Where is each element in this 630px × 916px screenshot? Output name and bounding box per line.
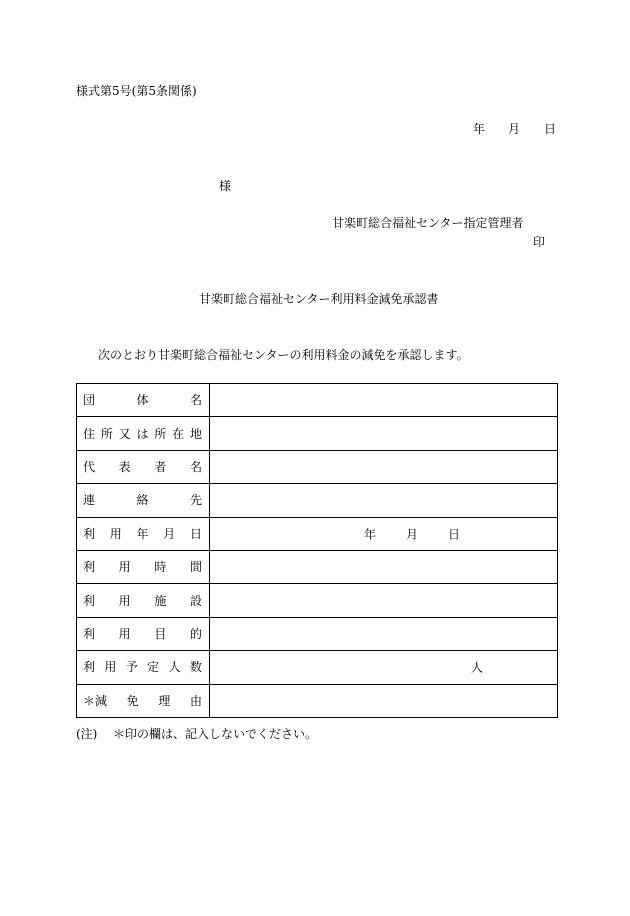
label-char: 時 (154, 560, 167, 575)
label-char: は (136, 426, 149, 441)
row-value-field[interactable] (210, 550, 558, 583)
label-char: ＊減 (83, 693, 108, 708)
row-label-text (83, 560, 202, 574)
label-char: 人 (168, 660, 181, 675)
row-label-text (83, 694, 202, 708)
seal-mark: 印 (533, 235, 546, 249)
label-char: 利 (83, 626, 96, 641)
label-char: 施 (154, 593, 167, 608)
row-value (210, 551, 557, 583)
label-char: 連 (83, 493, 96, 508)
row-label (77, 517, 210, 550)
label-char: 用 (104, 660, 117, 675)
label-char: 間 (189, 560, 202, 575)
label-char: 在 (172, 426, 185, 441)
row-value-field[interactable] (210, 384, 558, 417)
people-unit: 人 (471, 660, 484, 675)
row-value (210, 651, 557, 683)
row-value-field[interactable] (210, 684, 558, 717)
row-value (210, 417, 557, 449)
row-label-text (83, 660, 202, 674)
usage-date-month: 月 (406, 527, 419, 542)
row-label (77, 550, 210, 583)
row-label (77, 617, 210, 650)
table-row (77, 617, 558, 650)
row-value (210, 618, 557, 650)
label-char: 用 (109, 526, 122, 541)
label-char: 表 (118, 459, 131, 474)
addressee-suffix: 様 (219, 179, 232, 193)
label-char: 設 (189, 593, 202, 608)
table-row (77, 517, 558, 550)
row-label (77, 484, 210, 517)
row-label-text (83, 460, 202, 474)
table-row (77, 584, 558, 617)
label-char: 住 (83, 426, 96, 441)
label-char: 名 (189, 393, 202, 408)
label-char: 日 (189, 526, 202, 541)
usage-date-year: 年 (364, 527, 377, 542)
label-char: 利 (83, 560, 96, 575)
label-char: 月 (163, 526, 176, 541)
row-label-text (83, 493, 202, 507)
row-value-field[interactable] (210, 617, 558, 650)
label-char: 先 (189, 493, 202, 508)
row-value-field[interactable] (210, 417, 558, 450)
row-value-field[interactable] (210, 450, 558, 483)
document-title: 甘楽町総合福祉センター利用料金減免承認書 (199, 292, 439, 306)
row-label (77, 450, 210, 483)
form-table (76, 383, 558, 718)
label-char: 年 (136, 526, 149, 541)
label-char: 利 (83, 660, 96, 675)
label-char: 免 (126, 693, 139, 708)
row-value-field[interactable] (210, 484, 558, 517)
table-row (77, 484, 558, 517)
row-label (77, 384, 210, 417)
row-value (210, 484, 557, 516)
label-char: 者 (154, 459, 167, 474)
label-char: 地 (189, 426, 202, 441)
row-label (77, 651, 210, 684)
label-char: 名 (189, 459, 202, 474)
usage-date-day: 日 (448, 527, 461, 542)
label-char: 所 (100, 426, 113, 441)
row-value-field[interactable] (210, 517, 558, 550)
row-label (77, 584, 210, 617)
row-label (77, 417, 210, 450)
label-char: 所 (154, 426, 167, 441)
table-row (77, 651, 558, 684)
row-label (77, 684, 210, 717)
row-value (210, 518, 557, 550)
table-row (77, 384, 558, 417)
label-char: 体 (136, 393, 149, 408)
row-value (210, 584, 557, 616)
label-char: 予 (125, 660, 138, 675)
label-char: 利 (83, 526, 96, 541)
label-char: 的 (189, 626, 202, 641)
row-value-field[interactable] (210, 584, 558, 617)
row-label-text (83, 527, 202, 541)
label-char: 理 (158, 693, 171, 708)
label-char: 定 (147, 660, 160, 675)
date-day-label: 日 (544, 122, 557, 136)
form-number: 様式第5号(第5条関係) (76, 84, 197, 98)
row-value (210, 451, 557, 483)
label-char: 絡 (136, 493, 149, 508)
table-row (77, 550, 558, 583)
label-char: 団 (83, 393, 96, 408)
row-label-text (83, 427, 202, 441)
row-label-text (83, 393, 202, 407)
label-char: 代 (83, 459, 96, 474)
label-char: 用 (118, 626, 131, 641)
row-value (210, 685, 557, 717)
date-year-label: 年 (473, 122, 486, 136)
note-label: (注) (76, 727, 98, 741)
label-char: 利 (83, 593, 96, 608)
issuer-name: 甘楽町総合福祉センター指定管理者 (332, 216, 524, 230)
label-char: 又 (118, 426, 131, 441)
date-month-label: 月 (508, 122, 521, 136)
label-char: 数 (189, 660, 202, 675)
row-value-field[interactable] (210, 651, 558, 684)
table-row (77, 417, 558, 450)
note-text: ＊印の欄は、記入しないでください。 (113, 727, 318, 741)
label-char: 用 (118, 560, 131, 575)
row-value (210, 384, 557, 416)
label-char: 目 (154, 626, 167, 641)
table-row (77, 450, 558, 483)
usage-date (364, 525, 490, 542)
label-char: 用 (118, 593, 131, 608)
body-text: 次のとおり甘楽町総合福祉センターの利用料金の減免を承認します。 (98, 348, 469, 362)
label-char: 由 (189, 693, 202, 708)
row-label-text (83, 627, 202, 641)
row-label-text (83, 594, 202, 608)
table-row (77, 684, 558, 717)
